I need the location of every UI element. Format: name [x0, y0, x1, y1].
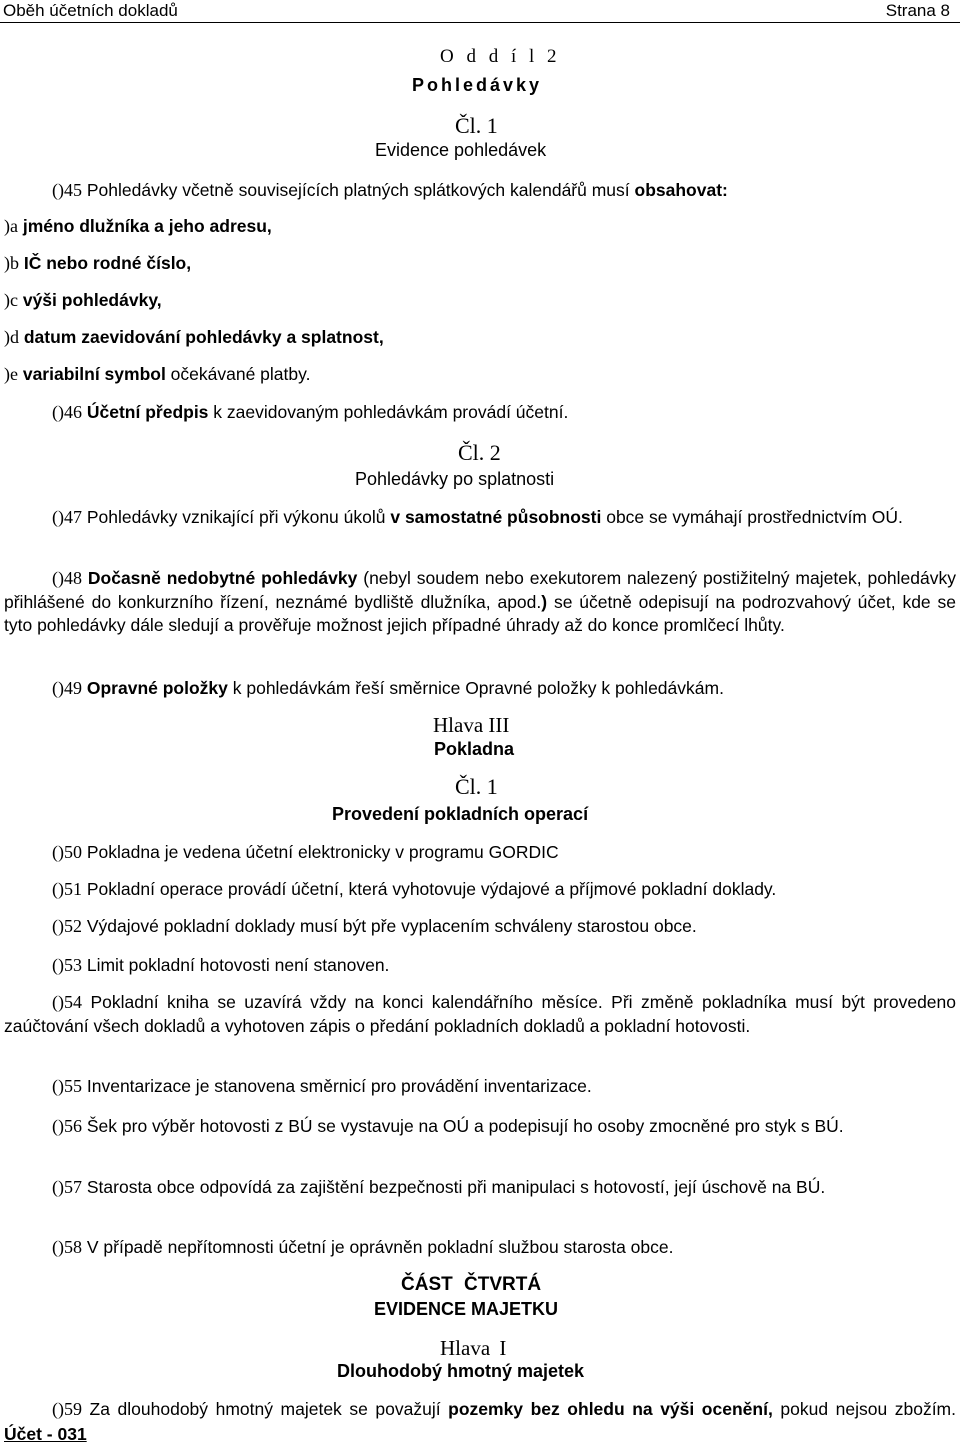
- document-title: Oběh účetních dokladů: [3, 1, 178, 20]
- chapter-title: Dlouhodobý hmotný majetek: [337, 1361, 585, 1381]
- paragraph-55: ()55 Inventarizace je stanovena směrnicí pro provádění inventarizace.: [52, 1076, 592, 1096]
- chapter-label: Hlava I: [440, 1336, 507, 1360]
- paragraph-52: ()52 Výdajové pokladní doklady musí být pře vyplacením schváleny starostou obce.: [52, 916, 697, 936]
- article-title: Evidence pohledávek: [375, 140, 547, 160]
- list-item: )c výši pohledávky,: [4, 290, 162, 310]
- paragraph-57: ()57 Starosta obce odpovídá za zajištění bezpečnosti při manipulaci s hotovostí, její úschově na BÚ.: [52, 1177, 826, 1197]
- paragraph-46: ()46 Účetní předpis k zaevidovaným pohledávkám provádí účetní.: [52, 402, 569, 422]
- paragraph-49: ()49 Opravné položky k pohledávkám řeší směrnice Opravné položky k pohledávkám.: [52, 678, 724, 698]
- chapter-title: Pokladna: [434, 739, 515, 759]
- account-reference: Účet - 031: [4, 1424, 87, 1444]
- chapter-label: Hlava III: [433, 713, 510, 737]
- list-item: )b IČ nebo rodné číslo,: [4, 253, 192, 273]
- page-header: [0, 0, 960, 23]
- article-title: Provedení pokladních operací: [332, 804, 589, 824]
- paragraph-58: ()58 V případě nepřítomnosti účetní je oprávněn pokladní službou starosta obce.: [52, 1237, 674, 1257]
- paragraph-45: ()45 Pohledávky včetně souvisejících platných splátkových kalendářů musí obsahovat:: [52, 180, 728, 200]
- article-label: Čl. 1: [455, 113, 498, 138]
- list-item: )a jméno dlužníka a jeho adresu,: [4, 216, 272, 236]
- part-subtitle: EVIDENCE MAJETKU: [374, 1299, 559, 1319]
- article-label: Čl. 1: [455, 774, 498, 799]
- section-label: O d d í l 2: [440, 46, 561, 67]
- paragraph-51: ()51 Pokladní operace provádí účetní, která vyhotovuje výdajové a příjmové pokladní doklady.: [52, 879, 777, 899]
- paragraph-48: ()48 Dočasně nedobytné pohledávky (nebyl soudem nebo exekutorem nalezený postižitelný majetek, pohledávky přihlášené do konkurzního řízení, neznámé bydliště dlužníka, apod.) se účetně odepisují na podrozvahový účet, kde se tyto pohledávky dále sledují a prověřuje možnost jejich případné úhrady až do konce promlčecí lhůty.: [4, 568, 956, 635]
- paragraph-50: ()50 Pokladna je vedena účetní elektronicky v programu GORDIC: [52, 842, 559, 862]
- list-item: )d datum zaevidování pohledávky a splatnost,: [4, 327, 384, 347]
- article-title: Pohledávky po splatnosti: [355, 469, 555, 489]
- list-item: )e variabilní symbol očekávané platby.: [4, 364, 311, 384]
- paragraph-59: ()59 Za dlouhodobý hmotný majetek se považují pozemky bez ohledu na výši ocenění, pokud nejsou zbožím. Účet - 031: [4, 1399, 956, 1444]
- article-label: Čl. 2: [458, 440, 501, 465]
- part-title: ČÁST ČTVRTÁ: [401, 1274, 542, 1295]
- paragraph-47: ()47 Pohledávky vznikající při výkonu úkolů v samostatné působnosti obce se vymáhají prostřednictvím OÚ.: [52, 507, 903, 527]
- paragraph-53: ()53 Limit pokladní hotovosti není stanoven.: [52, 955, 390, 975]
- paragraph-54: ()54 Pokladní kniha se uzavírá vždy na konci kalendářního měsíce. Při změně pokladníka musí být provedeno zaúčtování všech dokladů a vyhotoven zápis o předání pokladních dokladů a pokladní hotovosti.: [4, 992, 956, 1036]
- section-title: Pohledávky: [412, 75, 543, 95]
- page-number: Strana 8: [885, 1, 950, 20]
- paragraph-56: ()56 Šek pro výběr hotovosti z BÚ se vystavuje na OÚ a podepisují ho osoby zmocněné pro styk s BÚ.: [52, 1116, 844, 1136]
